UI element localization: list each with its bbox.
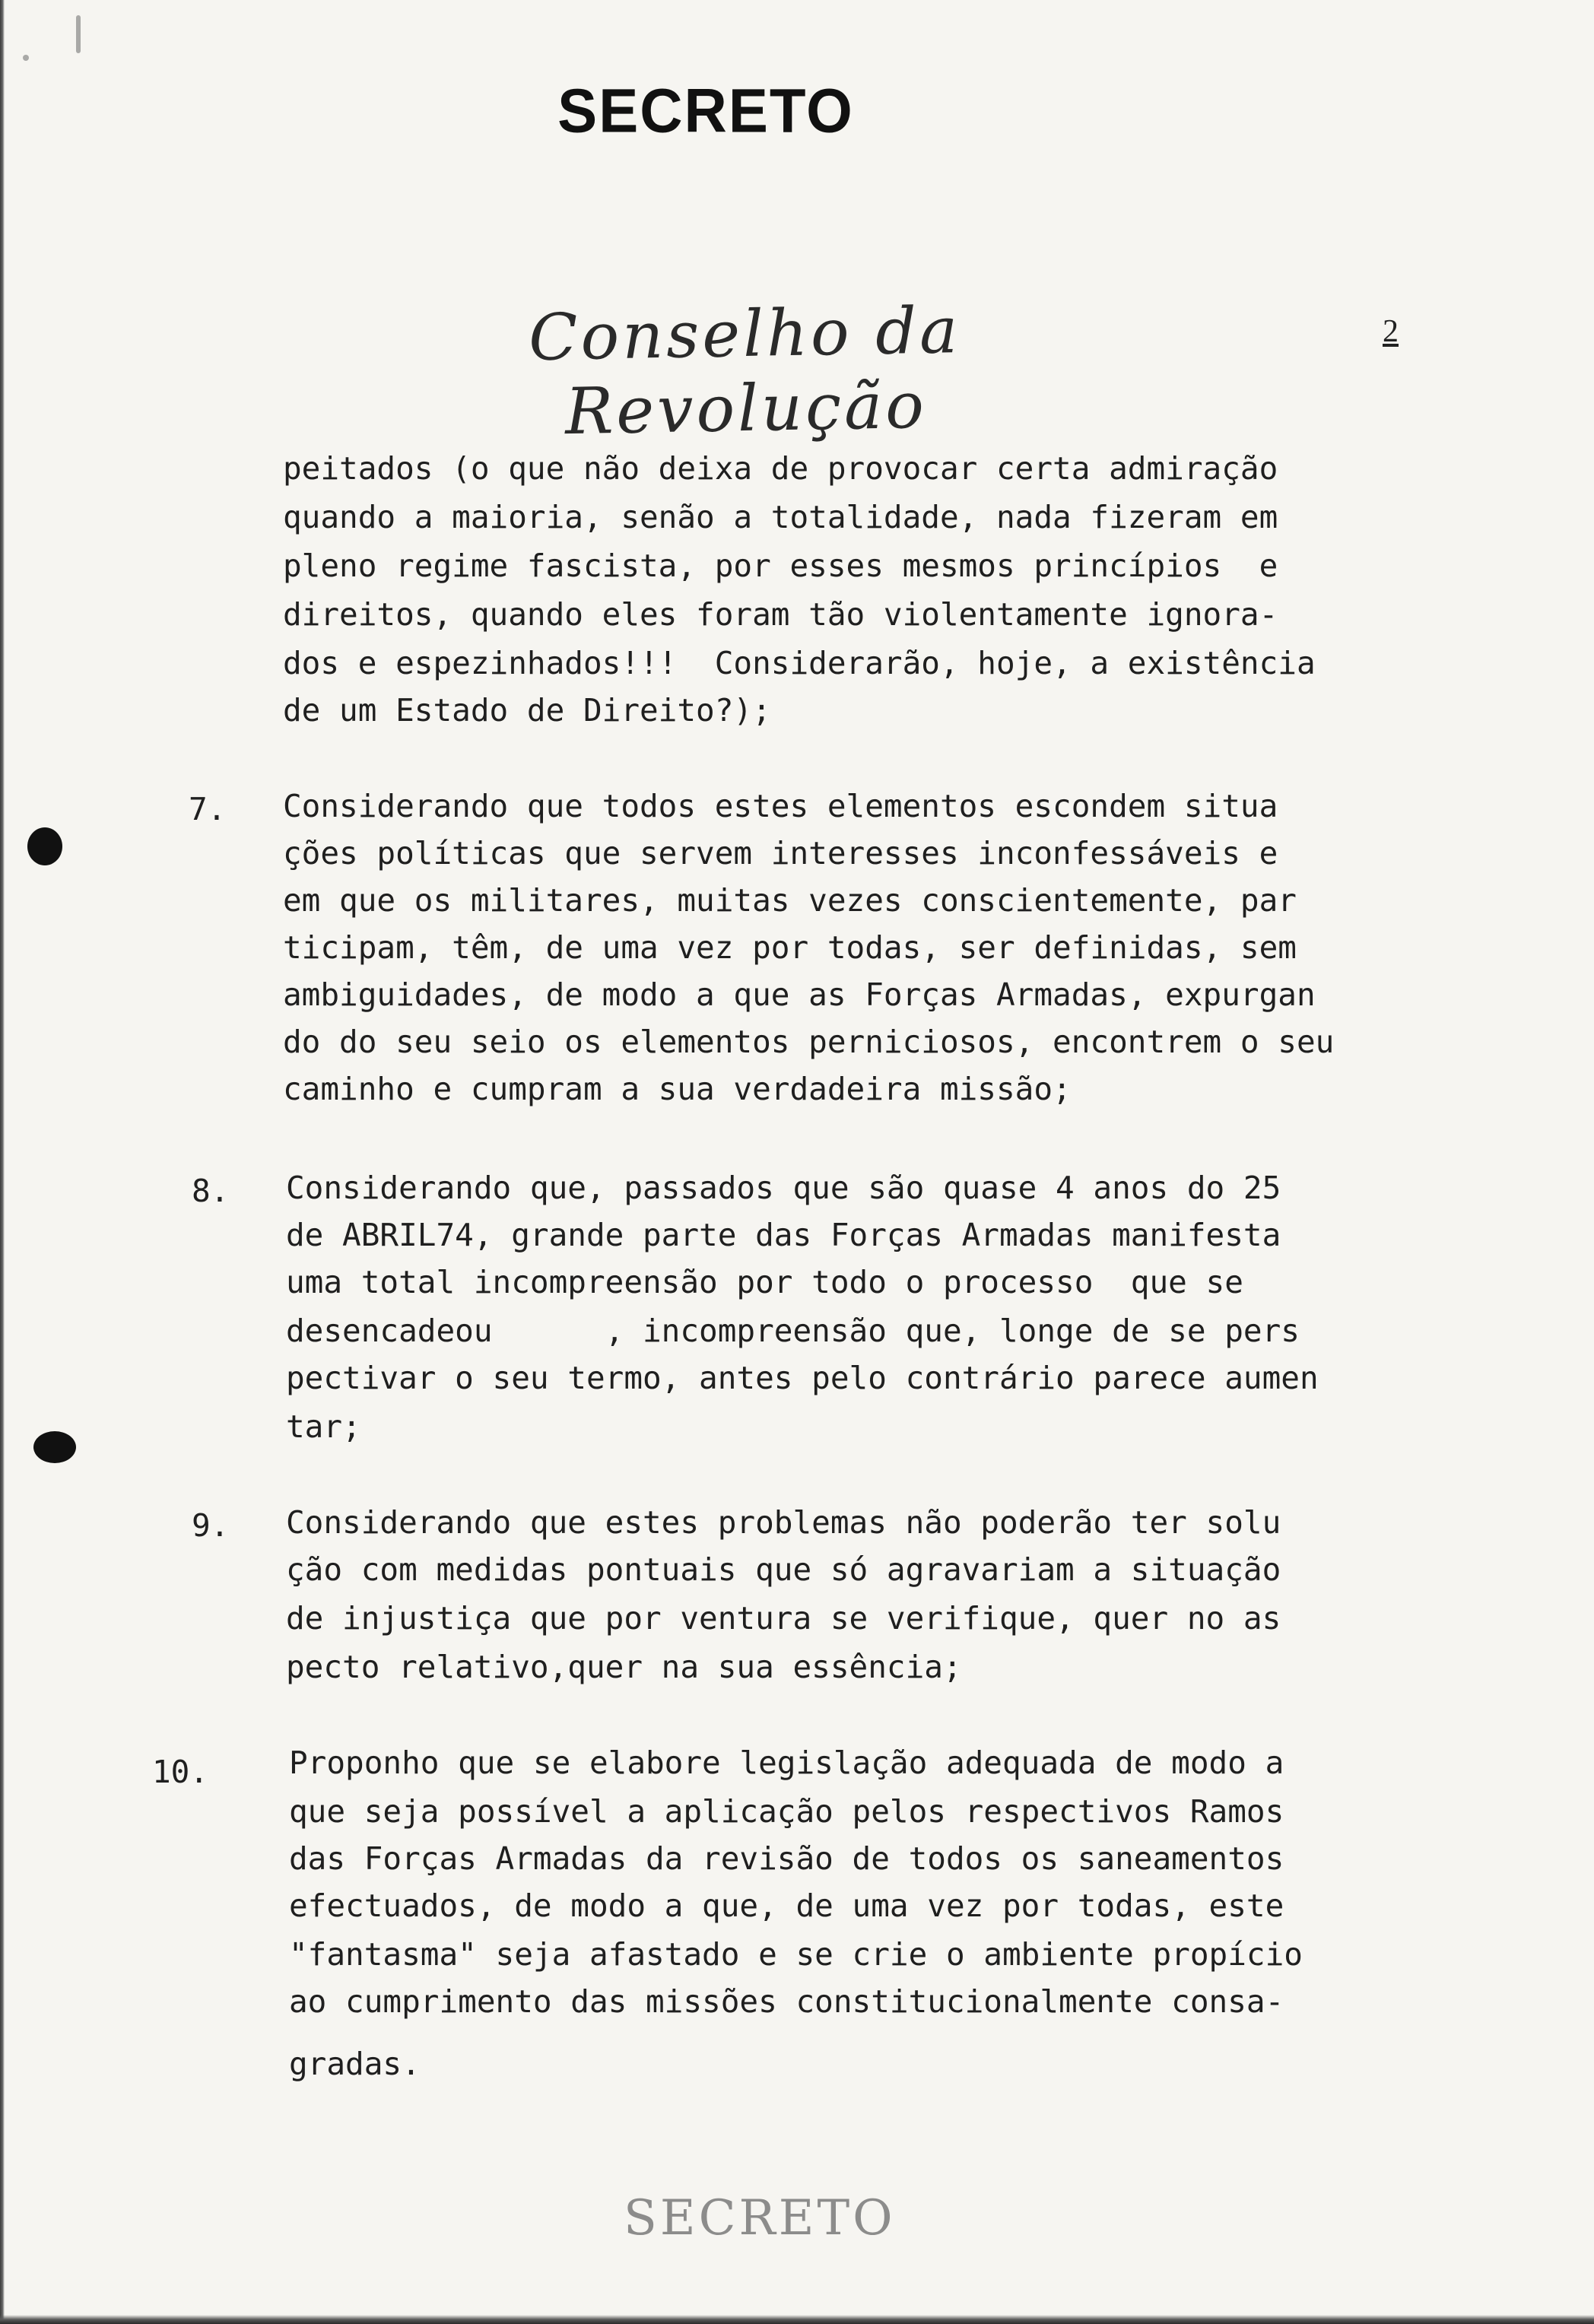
text-line: de um Estado de Direito?); — [283, 692, 771, 729]
item-number: 8. — [192, 1173, 230, 1209]
text-line: desencadeou , incompreensão que, longe de se pers — [286, 1313, 1300, 1349]
text-line: Proponho que se elabore legislação adequada de modo a — [289, 1745, 1284, 1781]
text-line: ção com medidas pontuais que só agravariam a situação — [286, 1551, 1281, 1588]
text-line: efectuados, de modo a que, de uma vez por todas, este — [289, 1887, 1284, 1924]
margin-speck — [23, 55, 29, 61]
text-line: direitos, quando eles foram tão violentamente ignora- — [283, 596, 1278, 633]
text-line: pleno regime fascista, por esses mesmos princípios e — [283, 548, 1278, 584]
text-line: em que os militares, muitas vezes conscientemente, par — [283, 882, 1297, 919]
text-line: Considerando que todos estes elementos escondem situa — [283, 788, 1278, 824]
margin-speck — [76, 15, 81, 53]
page-number: 2 — [1383, 314, 1399, 349]
text-line: uma total incompreensão por todo o processo que se — [286, 1264, 1243, 1300]
bottom-edge — [0, 2315, 1594, 2324]
text-line: de ABRIL74, grande parte das Forças Armadas manifesta — [286, 1217, 1281, 1253]
item-number: 9. — [192, 1507, 230, 1544]
letterhead-title: Conselho da Revolução — [528, 293, 961, 449]
text-line: gradas. — [289, 2046, 421, 2082]
punch-hole-mark — [33, 1431, 76, 1463]
text-line: peitados (o que não deixa de provocar certa admiração — [283, 450, 1278, 487]
text-line: do do seu seio os elementos perniciosos, encontrem o seu — [283, 1024, 1335, 1060]
item-number: 10. — [152, 1754, 209, 1790]
text-line: tar; — [286, 1408, 361, 1445]
text-line: ções políticas que servem interesses inconfessáveis e — [283, 835, 1278, 872]
text-line: de injustiça que por ventura se verifique, quer no as — [286, 1600, 1281, 1637]
text-line: pectivar o seu termo, antes pelo contrário parece aumen — [286, 1360, 1319, 1396]
text-line: Considerando que, passados que são quase 4 anos do 25 — [286, 1170, 1281, 1206]
text-line: que seja possível a aplicação pelos respectivos Ramos — [289, 1793, 1284, 1830]
text-line: ambiguidades, de modo a que as Forças Armadas, expurgan — [283, 976, 1316, 1013]
item-number: 7. — [189, 791, 227, 827]
binding-edge — [0, 0, 5, 2324]
text-line: das Forças Armadas da revisão de todos os saneamentos — [289, 1840, 1284, 1877]
text-line: ticipam, têm, de uma vez por todas, ser definidas, sem — [283, 929, 1297, 966]
punch-hole-mark — [27, 827, 62, 865]
classification-header: SECRETO — [557, 75, 854, 146]
classification-footer: SECRETO — [624, 2190, 896, 2246]
text-line: dos e espezinhados!!! Considerarão, hoje, a existência — [283, 645, 1316, 681]
text-line: pecto relativo,quer na sua essência; — [286, 1649, 962, 1685]
text-line: caminho e cumpram a sua verdadeira missão; — [283, 1071, 1072, 1107]
text-line: "fantasma" seja afastado e se crie o ambiente propício — [289, 1936, 1303, 1973]
text-line: ao cumprimento das missões constitucionalmente consa- — [289, 1983, 1284, 2020]
text-line: quando a maioria, senão a totalidade, nada fizeram em — [283, 499, 1278, 535]
text-line: Considerando que estes problemas não poderão ter solu — [286, 1504, 1281, 1541]
